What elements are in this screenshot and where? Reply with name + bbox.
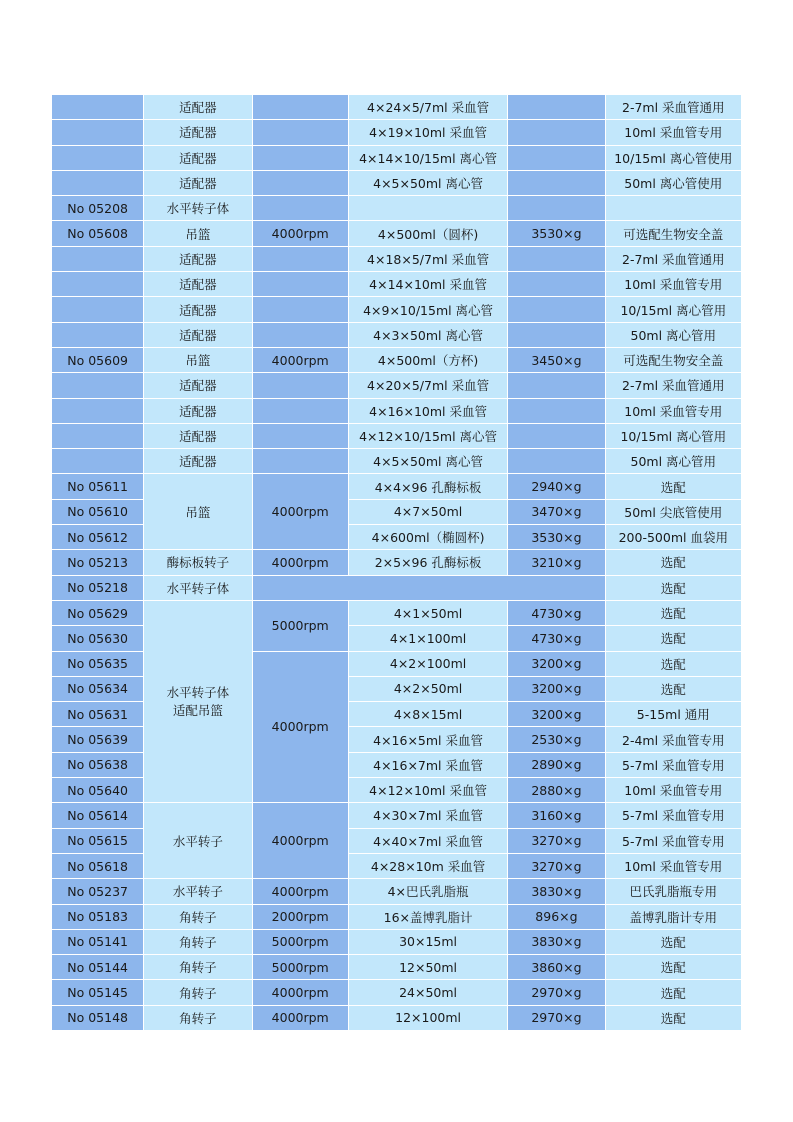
rcf-cell xyxy=(508,247,605,272)
part-number-cell: No 05618 xyxy=(52,854,144,879)
speed-cell xyxy=(253,146,349,171)
part-number-cell: No 05148 xyxy=(52,1006,144,1031)
rotor-type-cell: 适配器 xyxy=(144,272,252,297)
rotor-type-cell: 角转子 xyxy=(144,930,252,955)
rotor-type-cell: 角转子 xyxy=(144,955,252,980)
capacity-cell: 4×24×5/7ml 采血管 xyxy=(349,95,508,120)
capacity-cell: 4×5×50ml 离心管 xyxy=(349,449,508,474)
notes-cell: 10/15ml 离心管用 xyxy=(606,297,742,322)
rotor-type-cell: 水平转子 xyxy=(144,803,252,879)
table-row xyxy=(52,120,742,145)
capacity-cell: 4×14×10/15ml 离心管 xyxy=(349,146,508,171)
part-number-cell xyxy=(52,449,144,474)
capacity-cell xyxy=(349,196,508,221)
speed-cell xyxy=(253,424,349,449)
part-number-cell: No 05631 xyxy=(52,702,144,727)
table-row xyxy=(52,1006,742,1031)
notes-cell: 选配 xyxy=(606,550,742,575)
part-number-cell xyxy=(52,171,144,196)
rotor-type-cell: 适配器 xyxy=(144,247,252,272)
rcf-cell: 3270×g xyxy=(508,829,605,854)
notes-cell: 选配 xyxy=(606,1006,742,1031)
notes-cell: 2-7ml 采血管通用 xyxy=(606,373,742,398)
table-row xyxy=(52,373,742,398)
speed-cell xyxy=(253,247,349,272)
rcf-cell: 2880×g xyxy=(508,778,605,803)
notes-cell: 5-7ml 采血管专用 xyxy=(606,753,742,778)
rotor-type-cell: 酶标板转子 xyxy=(144,550,252,575)
part-number-cell: No 05145 xyxy=(52,980,144,1005)
rotor-type-cell: 适配器 xyxy=(144,399,252,424)
part-number-cell: No 05237 xyxy=(52,879,144,904)
speed-cell: 4000rpm xyxy=(253,803,349,879)
rcf-cell xyxy=(508,272,605,297)
rcf-cell: 3830×g xyxy=(508,930,605,955)
speed-cell: 5000rpm xyxy=(253,930,349,955)
rotor-type-cell: 适配器 xyxy=(144,95,252,120)
rcf-cell: 3470×g xyxy=(508,500,605,525)
speed-cell xyxy=(253,196,349,221)
rcf-cell: 3530×g xyxy=(508,221,605,246)
capacity-cell: 4×9×10/15ml 离心管 xyxy=(349,297,508,322)
rotor-type-cell: 适配器 xyxy=(144,297,252,322)
table-row xyxy=(52,171,742,196)
capacity-cell: 4×1×100ml xyxy=(349,626,508,651)
speed-cell: 4000rpm xyxy=(253,550,349,575)
rotor-type-cell: 适配器 xyxy=(144,449,252,474)
rcf-cell xyxy=(508,95,605,120)
table-row xyxy=(52,95,742,120)
notes-cell: 选配 xyxy=(606,652,742,677)
capacity-cell: 4×20×5/7ml 采血管 xyxy=(349,373,508,398)
table-row xyxy=(52,297,742,322)
speed-cell: 5000rpm xyxy=(253,955,349,980)
capacity-cell: 4×19×10ml 采血管 xyxy=(349,120,508,145)
rotor-type-cell: 角转子 xyxy=(144,980,252,1005)
speed-cell: 4000rpm xyxy=(253,474,349,550)
rotor-type-cell: 角转子 xyxy=(144,1006,252,1031)
rcf-cell: 3450×g xyxy=(508,348,605,373)
part-number-cell xyxy=(52,424,144,449)
notes-cell: 选配 xyxy=(606,474,742,499)
notes-cell: 10/15ml 离心管用 xyxy=(606,424,742,449)
rcf-cell xyxy=(508,373,605,398)
table-row xyxy=(52,348,742,373)
rcf-cell xyxy=(508,297,605,322)
speed-cell xyxy=(253,95,349,120)
part-number-cell xyxy=(52,146,144,171)
notes-cell: 2-7ml 采血管通用 xyxy=(606,95,742,120)
rcf-cell xyxy=(508,120,605,145)
table-row xyxy=(52,905,742,930)
speed-cell xyxy=(253,323,349,348)
rcf-cell: 2970×g xyxy=(508,980,605,1005)
notes-cell: 盖博乳脂计专用 xyxy=(606,905,742,930)
notes-cell: 10ml 采血管专用 xyxy=(606,120,742,145)
rotor-type-cell: 吊篮 xyxy=(144,474,252,550)
speed-cell xyxy=(253,449,349,474)
rcf-cell: 3830×g xyxy=(508,879,605,904)
notes-cell: 10ml 采血管专用 xyxy=(606,854,742,879)
notes-cell: 10ml 采血管专用 xyxy=(606,272,742,297)
rotor-type-line: 水平转子体 xyxy=(166,684,230,700)
rcf-cell: 3270×g xyxy=(508,854,605,879)
speed-cell: 4000rpm xyxy=(253,1006,349,1031)
table-row xyxy=(52,221,742,246)
speed-cell: 4000rpm xyxy=(253,652,349,804)
capacity-cell: 4×500ml（圆杯) xyxy=(349,221,508,246)
rcf-cell xyxy=(508,171,605,196)
speed-cell xyxy=(253,399,349,424)
rcf-cell xyxy=(508,323,605,348)
capacity-cell: 4×12×10ml 采血管 xyxy=(349,778,508,803)
rotor-spec-table xyxy=(52,95,742,1031)
notes-cell: 巴氏乳脂瓶专用 xyxy=(606,879,742,904)
capacity-cell: 4×16×10ml 采血管 xyxy=(349,399,508,424)
speed-cell xyxy=(253,120,349,145)
capacity-cell: 4×600ml（椭圆杯) xyxy=(349,525,508,550)
part-number-cell: No 05635 xyxy=(52,652,144,677)
table-row xyxy=(52,247,742,272)
capacity-cell: 12×50ml xyxy=(349,955,508,980)
notes-cell: 选配 xyxy=(606,955,742,980)
capacity-cell: 4×40×7ml 采血管 xyxy=(349,829,508,854)
capacity-cell: 4×4×96 孔酶标板 xyxy=(349,474,508,499)
notes-cell: 选配 xyxy=(606,930,742,955)
part-number-cell: No 05608 xyxy=(52,221,144,246)
rcf-cell xyxy=(508,196,605,221)
capacity-cell: 4×16×7ml 采血管 xyxy=(349,753,508,778)
rcf-cell: 3530×g xyxy=(508,525,605,550)
speed-cell: 2000rpm xyxy=(253,905,349,930)
part-number-cell: No 05612 xyxy=(52,525,144,550)
table-body xyxy=(52,95,742,1031)
table-row xyxy=(52,146,742,171)
part-number-cell xyxy=(52,323,144,348)
rotor-type-cell: 适配器 xyxy=(144,424,252,449)
notes-cell xyxy=(606,196,742,221)
part-number-cell: No 05213 xyxy=(52,550,144,575)
rcf-cell: 3200×g xyxy=(508,677,605,702)
speed-cell xyxy=(253,297,349,322)
capacity-cell: 12×100ml xyxy=(349,1006,508,1031)
capacity-cell: 4×巴氏乳脂瓶 xyxy=(349,879,508,904)
rcf-cell: 2940×g xyxy=(508,474,605,499)
capacity-cell: 16×盖博乳脂计 xyxy=(349,905,508,930)
rcf-cell: 3860×g xyxy=(508,955,605,980)
part-number-cell: No 05218 xyxy=(52,576,144,601)
capacity-cell: 4×14×10ml 采血管 xyxy=(349,272,508,297)
rcf-cell xyxy=(508,399,605,424)
rcf-cell xyxy=(508,449,605,474)
rcf-cell xyxy=(508,146,605,171)
notes-cell: 选配 xyxy=(606,626,742,651)
notes-cell: 10ml 采血管专用 xyxy=(606,778,742,803)
capacity-cell: 4×28×10m 采血管 xyxy=(349,854,508,879)
table-row xyxy=(52,323,742,348)
capacity-cell: 4×7×50ml xyxy=(349,500,508,525)
capacity-cell: 4×16×5ml 采血管 xyxy=(349,727,508,752)
speed-cell: 4000rpm xyxy=(253,348,349,373)
rotor-type-cell: 水平转子体 xyxy=(144,576,252,601)
rotor-type-cell: 吊篮 xyxy=(144,348,252,373)
rcf-cell xyxy=(508,424,605,449)
capacity-cell: 4×1×50ml xyxy=(349,601,508,626)
part-number-cell xyxy=(52,247,144,272)
table-row xyxy=(52,955,742,980)
capacity-cell: 4×12×10/15ml 离心管 xyxy=(349,424,508,449)
notes-cell: 选配 xyxy=(606,576,742,601)
table-row xyxy=(52,196,742,221)
capacity-cell: 30×15ml xyxy=(349,930,508,955)
merged-empty-cell xyxy=(253,576,606,601)
notes-cell: 10ml 采血管专用 xyxy=(606,399,742,424)
part-number-cell: No 05183 xyxy=(52,905,144,930)
rotor-type-cell: 吊篮 xyxy=(144,221,252,246)
rcf-cell: 3210×g xyxy=(508,550,605,575)
speed-cell: 4000rpm xyxy=(253,221,349,246)
capacity-cell: 4×18×5/7ml 采血管 xyxy=(349,247,508,272)
rotor-type-cell: 适配器 xyxy=(144,323,252,348)
notes-cell: 50ml 尖底管使用 xyxy=(606,500,742,525)
rotor-type-cell: 角转子 xyxy=(144,905,252,930)
notes-cell: 2-4ml 采血管专用 xyxy=(606,727,742,752)
part-number-cell: No 05640 xyxy=(52,778,144,803)
part-number-cell: No 05639 xyxy=(52,727,144,752)
capacity-cell: 4×30×7ml 采血管 xyxy=(349,803,508,828)
table-row xyxy=(52,601,742,626)
part-number-cell: No 05634 xyxy=(52,677,144,702)
notes-cell: 5-7ml 采血管专用 xyxy=(606,803,742,828)
part-number-cell xyxy=(52,272,144,297)
table-row xyxy=(52,879,742,904)
notes-cell: 200-500ml 血袋用 xyxy=(606,525,742,550)
table-row xyxy=(52,424,742,449)
rotor-type-cell: 适配器 xyxy=(144,373,252,398)
part-number-cell: No 05609 xyxy=(52,348,144,373)
notes-cell: 50ml 离心管使用 xyxy=(606,171,742,196)
table-row xyxy=(52,449,742,474)
part-number-cell: No 05141 xyxy=(52,930,144,955)
notes-cell: 2-7ml 采血管通用 xyxy=(606,247,742,272)
part-number-cell xyxy=(52,95,144,120)
table-row xyxy=(52,272,742,297)
part-number-cell: No 05629 xyxy=(52,601,144,626)
notes-cell: 50ml 离心管用 xyxy=(606,449,742,474)
rotor-type-cell xyxy=(144,601,252,803)
rcf-cell: 2970×g xyxy=(508,1006,605,1031)
speed-cell xyxy=(253,373,349,398)
capacity-cell: 2×5×96 孔酶标板 xyxy=(349,550,508,575)
rotor-type-cell: 水平转子体 xyxy=(144,196,252,221)
table-row xyxy=(52,930,742,955)
capacity-cell: 4×5×50ml 离心管 xyxy=(349,171,508,196)
speed-cell xyxy=(253,171,349,196)
rcf-cell: 4730×g xyxy=(508,626,605,651)
rcf-cell: 896×g xyxy=(508,905,605,930)
part-number-cell: No 05615 xyxy=(52,829,144,854)
notes-cell: 5-7ml 采血管专用 xyxy=(606,829,742,854)
rcf-cell: 3200×g xyxy=(508,702,605,727)
part-number-cell: No 05610 xyxy=(52,500,144,525)
rcf-cell: 3200×g xyxy=(508,652,605,677)
notes-cell: 选配 xyxy=(606,601,742,626)
speed-cell: 5000rpm xyxy=(253,601,349,652)
speed-cell: 4000rpm xyxy=(253,980,349,1005)
part-number-cell xyxy=(52,373,144,398)
rcf-cell: 2530×g xyxy=(508,727,605,752)
part-number-cell: No 05611 xyxy=(52,474,144,499)
notes-cell: 50ml 离心管用 xyxy=(606,323,742,348)
notes-cell: 可选配生物安全盖 xyxy=(606,348,742,373)
notes-cell: 选配 xyxy=(606,980,742,1005)
rcf-cell: 2890×g xyxy=(508,753,605,778)
rotor-type-line: 适配吊篮 xyxy=(172,702,223,718)
speed-cell xyxy=(253,272,349,297)
rcf-cell: 4730×g xyxy=(508,601,605,626)
rotor-type-cell: 适配器 xyxy=(144,171,252,196)
capacity-cell: 4×2×100ml xyxy=(349,652,508,677)
part-number-cell xyxy=(52,297,144,322)
table-row xyxy=(52,980,742,1005)
part-number-cell xyxy=(52,399,144,424)
capacity-cell: 24×50ml xyxy=(349,980,508,1005)
capacity-cell: 4×8×15ml xyxy=(349,702,508,727)
rcf-cell: 3160×g xyxy=(508,803,605,828)
rotor-type-cell: 水平转子 xyxy=(144,879,252,904)
part-number-cell: No 05638 xyxy=(52,753,144,778)
rotor-type-cell: 适配器 xyxy=(144,120,252,145)
notes-cell: 可选配生物安全盖 xyxy=(606,221,742,246)
part-number-cell xyxy=(52,120,144,145)
speed-cell: 4000rpm xyxy=(253,879,349,904)
table-row xyxy=(52,550,742,575)
capacity-cell: 4×500ml（方杯) xyxy=(349,348,508,373)
table-row xyxy=(52,399,742,424)
part-number-cell: No 05208 xyxy=(52,196,144,221)
part-number-cell: No 05614 xyxy=(52,803,144,828)
capacity-cell: 4×3×50ml 离心管 xyxy=(349,323,508,348)
rotor-type-cell: 适配器 xyxy=(144,146,252,171)
table-row xyxy=(52,576,742,601)
capacity-cell: 4×2×50ml xyxy=(349,677,508,702)
notes-cell: 5-15ml 通用 xyxy=(606,702,742,727)
notes-cell: 选配 xyxy=(606,677,742,702)
table-row xyxy=(52,803,742,828)
part-number-cell: No 05144 xyxy=(52,955,144,980)
part-number-cell: No 05630 xyxy=(52,626,144,651)
table-row xyxy=(52,474,742,499)
notes-cell: 10/15ml 离心管使用 xyxy=(606,146,742,171)
